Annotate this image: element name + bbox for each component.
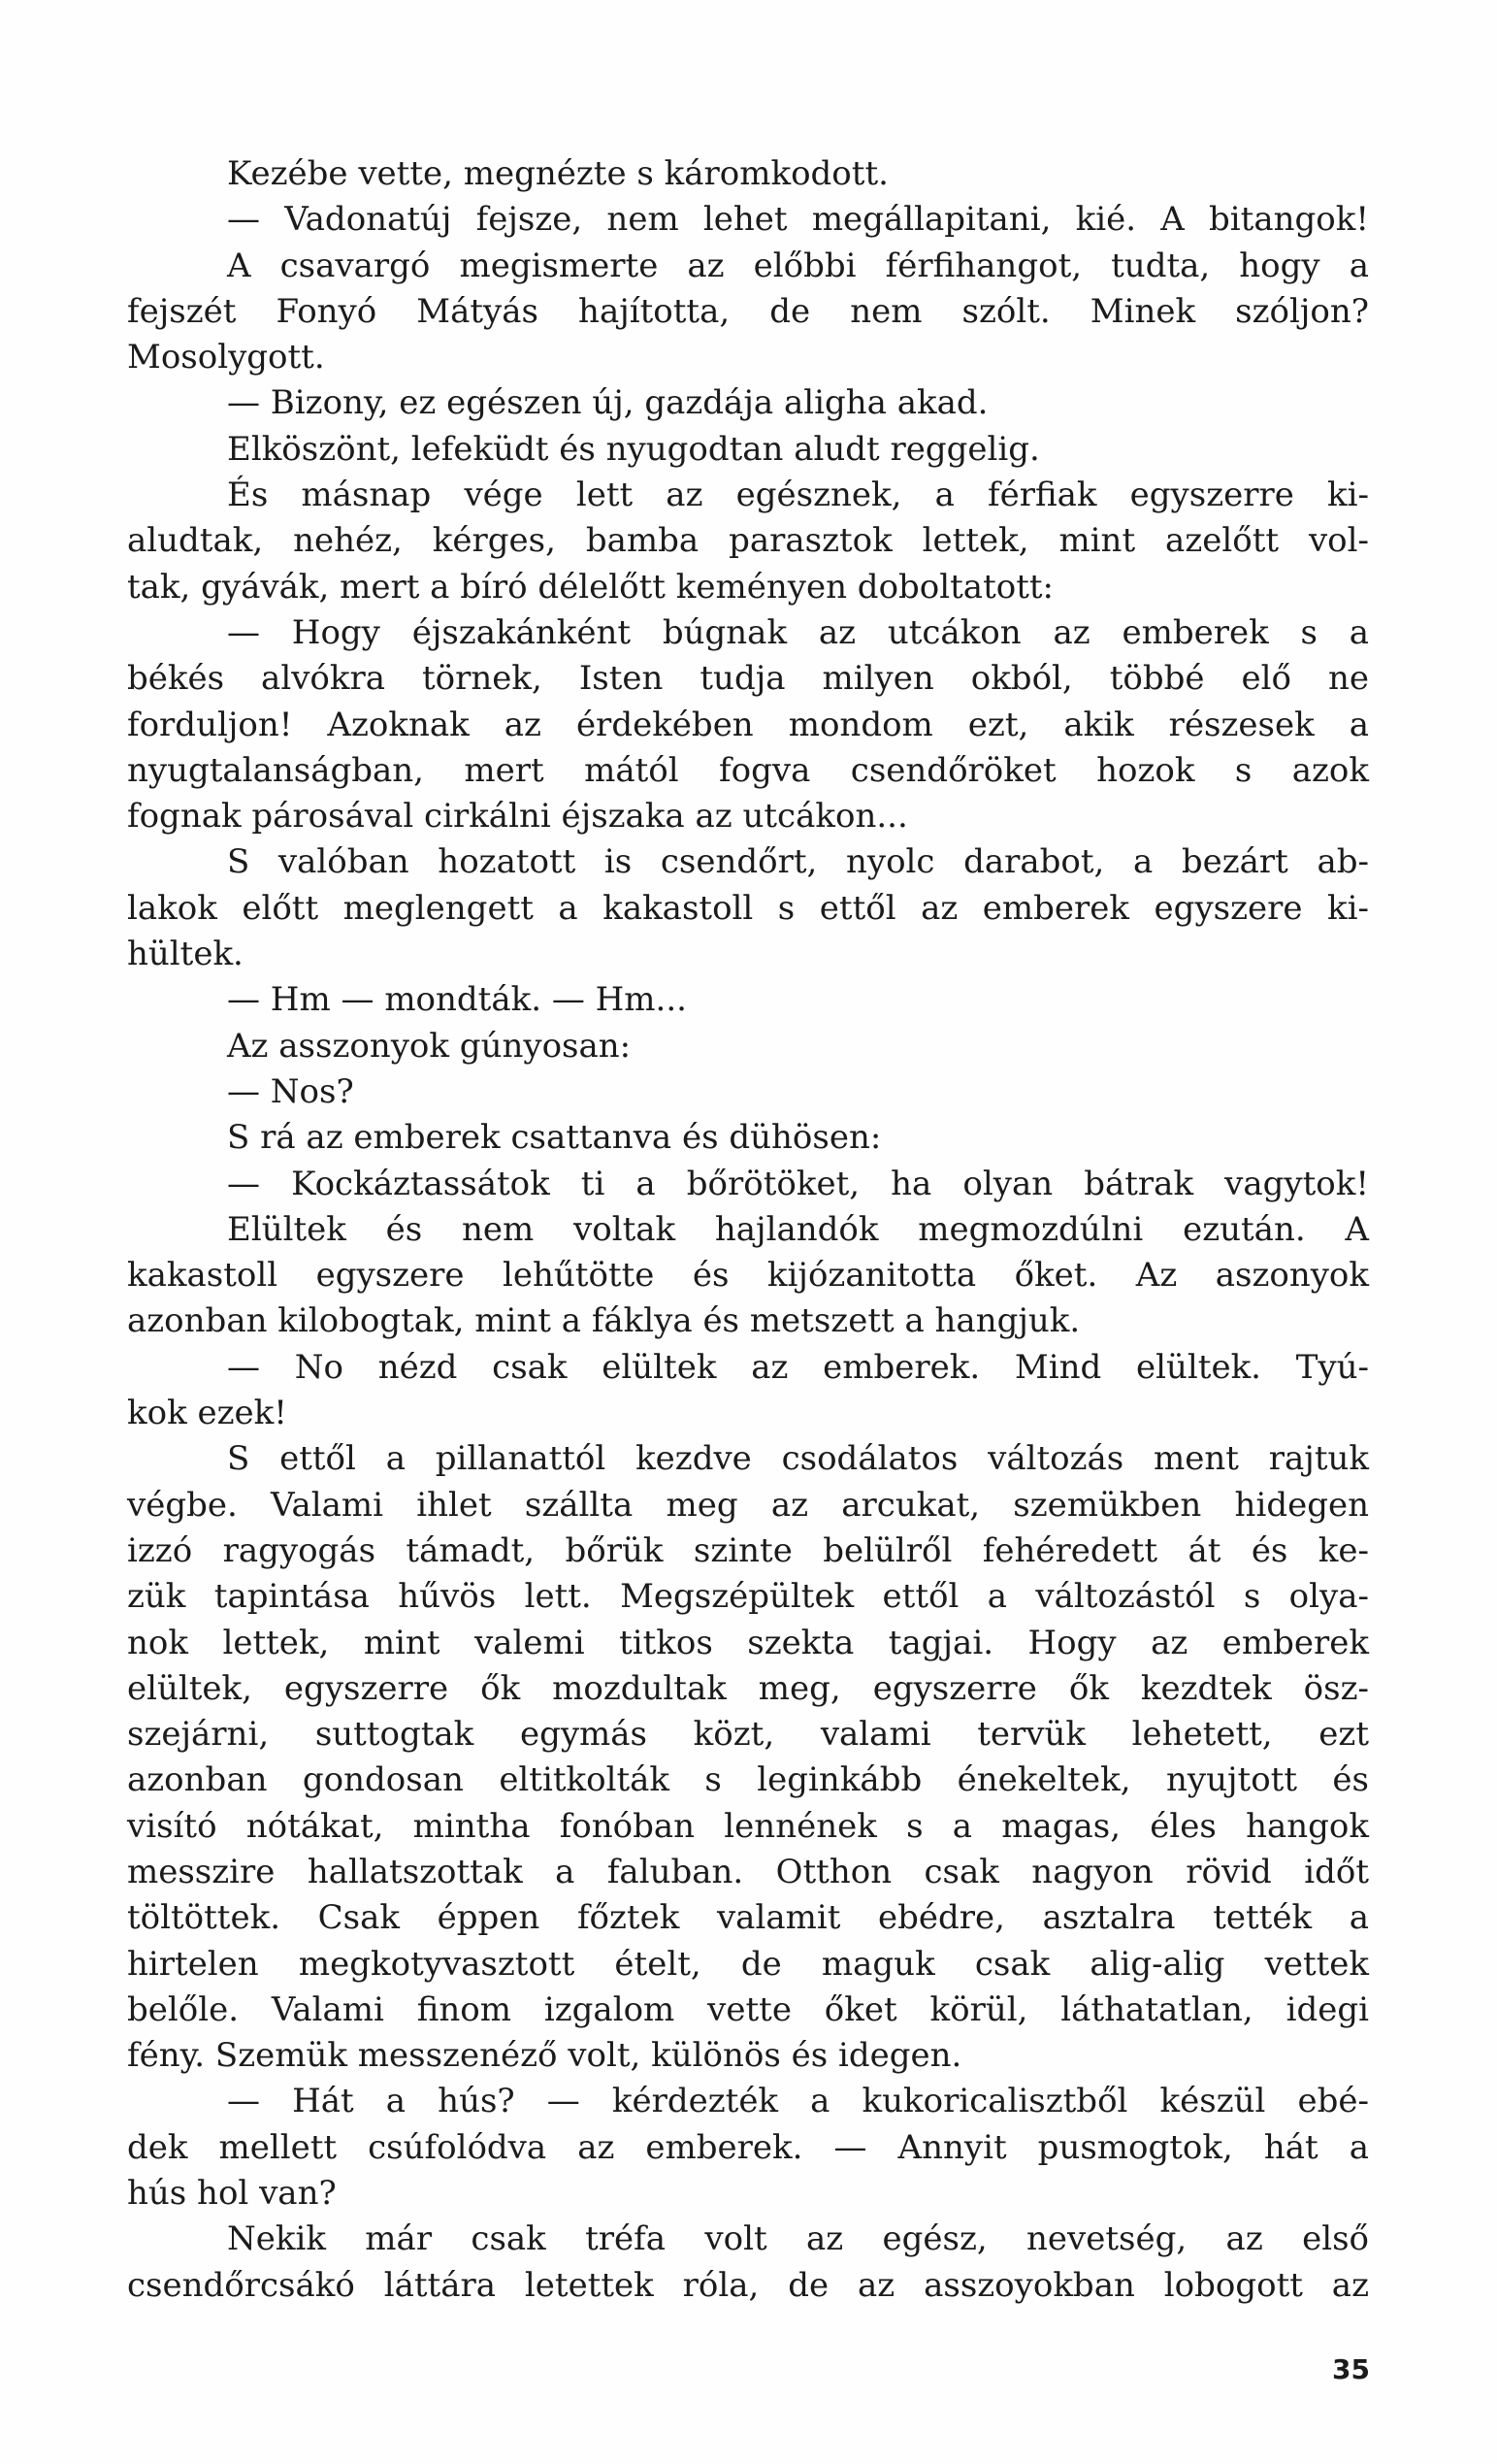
text-line: — Kockáztassátok ti a bőrötöket, ha olyan bátrak vagytok! xyxy=(227,1164,1369,1203)
text-line: békés alvókra törnek, Isten tudja milyen okból, többé elő ne xyxy=(127,659,1369,699)
text-line: — Hogy éjszakánként búgnak az utcákon az emberek s a xyxy=(227,612,1369,652)
text-line: hirtelen megkotyvasztott ételt, de maguk csak alig-alig vettek xyxy=(127,1944,1369,1984)
text-line: — Hát a hús? — kérdezték a kukoricalisztből készül ebé- xyxy=(227,2082,1369,2121)
text-line: dek mellett csúfolódva az emberek. — Annyit pusmogtok, hát a xyxy=(127,2127,1369,2167)
text-line: aludtak, nehéz, kérges, bamba parasztok lettek, mint azelőtt vol- xyxy=(127,521,1369,561)
text-line: fény. Szemük messzenéző volt, különös és idegen. xyxy=(127,2036,962,2076)
text-line: kakastoll egyszere lehűtötte és kijózanitotta őket. Az aszonyok xyxy=(127,1256,1369,1296)
text-line: izzó ragyogás támadt, bőrük szinte belülről fehéredett át és ke- xyxy=(127,1530,1369,1570)
body-text xyxy=(127,151,1369,2309)
text-line: Nekik már csak tréfa volt az egész, nevetség, az első xyxy=(227,2219,1369,2259)
text-line: azonban kilobogtak, mint a fáklya és metszett a hangjuk. xyxy=(127,1301,1081,1341)
text-line: — No nézd csak elültek az emberek. Mind elültek. Tyú- xyxy=(227,1347,1369,1387)
text-line: Mosolygott. xyxy=(127,338,325,378)
text-line: hültek. xyxy=(127,935,244,974)
text-line: fejszét Fonyó Mátyás hajította, de nem szólt. Minek szóljon? xyxy=(127,291,1369,331)
text-line: Elköszönt, lefeküdt és nyugodtan aludt reggelig. xyxy=(227,429,1040,469)
page-number: 35 xyxy=(1332,2353,1370,2385)
text-line: Elültek és nem voltak hajlandók megmozdúlni ezután. A xyxy=(227,1209,1369,1249)
text-line: töltöttek. Csak éppen főztek valamit ebédre, asztalra tették a xyxy=(127,1898,1369,1938)
text-line: S rá az emberek csattanva és dühösen: xyxy=(227,1118,882,1158)
text-line: S ettől a pillanattól kezdve csodálatos változás ment rajtuk xyxy=(227,1439,1369,1479)
text-line: — Hm — mondták. — Hm... xyxy=(227,980,687,1020)
text-line: zük tapintása hűvös lett. Megszépültek ettől a változástól s olya- xyxy=(127,1577,1369,1617)
text-line: messzire hallatszottak a faluban. Otthon csak nagyon rövid időt xyxy=(127,1852,1369,1891)
text-line: azonban gondosan eltitkolták s leginkább énekeltek, nyujtott és xyxy=(127,1760,1369,1800)
text-line: nyugtalanságban, mert mától fogva csendőröket hozok s azok xyxy=(127,750,1369,790)
text-line: lakok előtt meglengett a kakastoll s ettől az emberek egyszere ki- xyxy=(127,888,1369,928)
text-line: elültek, egyszerre ők mozdultak meg, egyszerre ők kezdtek ösz- xyxy=(127,1668,1369,1708)
text-line: csendőrcsákó láttára letettek róla, de az asszoyokban lobogott az xyxy=(127,2265,1369,2305)
text-line: Kezébe vette, megnézte s káromkodott. xyxy=(227,154,889,193)
text-line: végbe. Valami ihlet szállta meg az arcukat, szemükben hidegen xyxy=(127,1485,1369,1525)
text-line: tak, gyávák, mert a bíró délelőtt keményen doboltatott: xyxy=(127,567,1054,607)
text-line: És másnap vége lett az egésznek, a férfiak egyszerre ki- xyxy=(227,476,1369,515)
text-line: visító nótákat, mintha fonóban lennének s a magas, éles hangok xyxy=(127,1806,1369,1846)
text-line: kok ezek! xyxy=(127,1394,287,1433)
text-line: szejárni, suttogtak egymás közt, valami tervük lehetett, ezt xyxy=(127,1715,1369,1755)
text-line: nok lettek, mint valemi titkos szekta tagjai. Hogy az emberek xyxy=(127,1623,1369,1662)
text-line: fognak párosával cirkálni éjszaka az utcákon... xyxy=(127,797,908,837)
text-line: — Nos? xyxy=(227,1071,354,1111)
text-line: S valóban hozatott is csendőrt, nyolc darabot, a bezárt ab- xyxy=(227,842,1369,882)
text-line: Az asszonyok gúnyosan: xyxy=(227,1026,632,1066)
text-line: A csavargó megismerte az előbbi férfihangot, tudta, hogy a xyxy=(227,246,1369,285)
text-line: hús hol van? xyxy=(127,2174,337,2214)
text-line: — Vadonatúj fejsze, nem lehet megállapitani, kié. A bitangok! xyxy=(227,200,1369,240)
text-line: forduljon! Azoknak az érdekében mondom ezt, akik részesek a xyxy=(127,705,1369,744)
text-line: belőle. Valami finom izgalom vette őket körül, láthatatlan, idegi xyxy=(127,1989,1369,2029)
text-line: — Bizony, ez egészen új, gazdája aligha akad. xyxy=(227,383,989,423)
